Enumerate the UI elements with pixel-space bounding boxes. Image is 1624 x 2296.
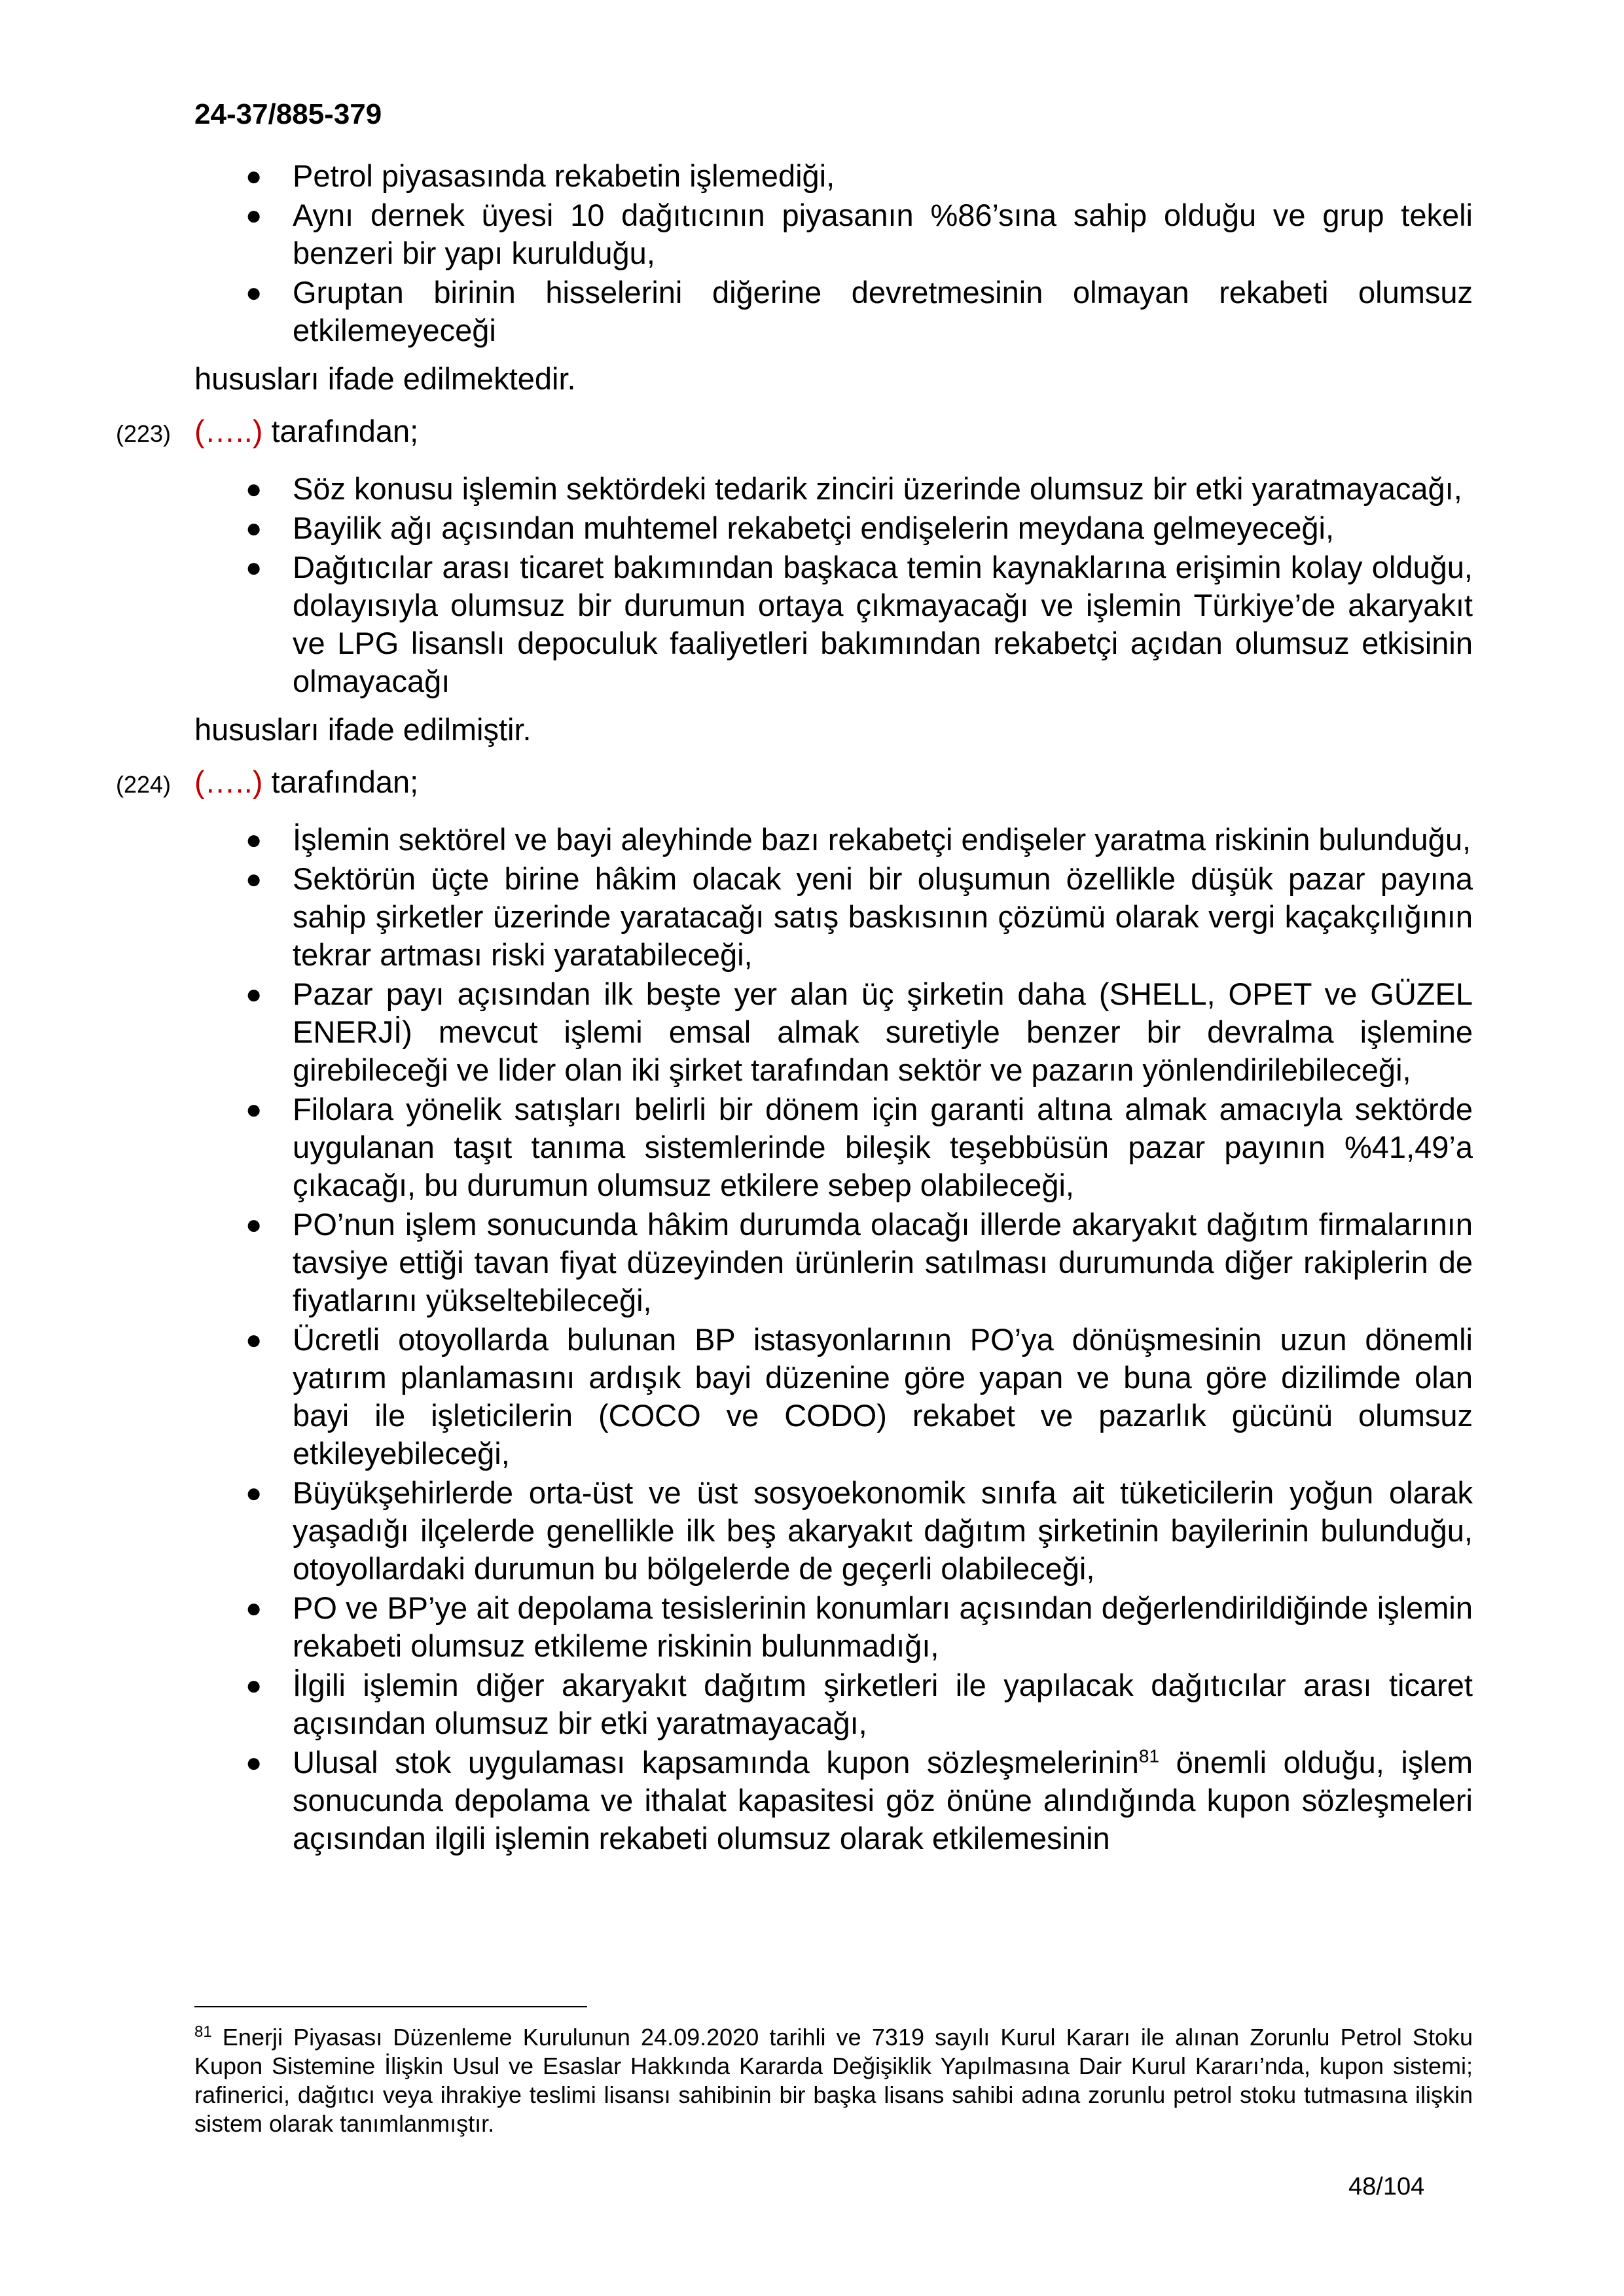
paragraph-number: (223) [116, 420, 171, 447]
list-item: ● Bayilik ağı açısından muhtemel rekabetçi endişelerin meydana gelmeyeceği, [194, 509, 1473, 547]
bullet-icon: ● [245, 1477, 262, 1508]
bullet-list-1 [194, 157, 1473, 350]
list-item: ● Söz konusu işlemin sektördeki tedarik zinciri üzerinde olumsuz bir etki yaratmayacağı, [194, 470, 1473, 508]
list-item: ● Büyükşehirlerde orta-üst ve üst sosyoekonomik sınıfa ait tüketicilerin yoğun olarak yaşadığı ilçelerde genellikle ilk beş akaryakıt dağıtım şirketinin bayilerinin bulunduğu, otoyollardaki durumun bu bölgelerde de geçerli olabileceği, [245, 1475, 1473, 1586]
footnote-separator [194, 2006, 587, 2007]
list-item: ● Sektörün üçte birine hâkim olacak yeni bir oluşumun özellikle düşük pazar payına sahip şirketler üzerinde yaratacağı satış baskısının çözümü olarak vergi kaçakçılığının tekrar artması riski yaratabileceği, [245, 861, 1473, 972]
list-item: ● Gruptan birinin hisselerini diğerine devretmesinin olmayan rekabeti olumsuz etkilemeyeceği [245, 275, 1473, 348]
closing-text-1: hususları ifade edilmektedir. [194, 361, 576, 396]
list-item: ● PO ve BP’ye ait depolama tesislerinin konumları açısından değerlendirildiğinde işlemin rekabeti olumsuz etkileme riskinin bulunmadığı, [245, 1590, 1473, 1663]
list-item: ● PO’nun işlem sonucunda hâkim durumda olacağı illerde akaryakıt dağıtım firmalarının tavsiye ettiği tavan fiyat düzeyinden ürünlerin satılması durumunda diğer rakiplerin de fiyatlarını yükseltebileceği, [245, 1207, 1473, 1318]
bullet-icon: ● [245, 1670, 262, 1700]
bullet-icon: ● [245, 1209, 262, 1240]
bullet-icon: ● [245, 160, 262, 191]
footnote-number: 81 [194, 2023, 212, 2041]
bullet-icon: ● [245, 1094, 262, 1124]
list-item: ● Petrol piyasasında rekabetin işlemediği, [194, 157, 1473, 195]
paragraph-text: tarafından; [262, 414, 419, 448]
bullet-icon: ● [245, 1324, 262, 1355]
bullet-icon: ● [245, 978, 262, 1009]
footnote-text: Enerji Piyasası Düzenleme Kurulunun 24.09.2020 tarihli ve 7319 sayılı Kurul Kararı ile alınan Zorunlu Petrol Stoku Kupon Sistemine İlişkin Usul ve Esaslar Hakkında Kararda Değişiklik Yapılmasına Dair Kurul Kararı’nda, kupon sistemi; rafinerici, dağıtıcı veya ihrakiye teslimi lisansı sahibinin bir başka lisans sahibi adına zorunlu petrol stoku tutmasına ilişkin sistem olarak tanımlanmıştır. [194, 2024, 1473, 2137]
list-item: ● Filolara yönelik satışları belirli bir dönem için garanti altına almak amacıyla sektörde uygulanan taşıt tanıma sistemlerinde bileşik teşebbüsün pazar payının %41,49’a çıkacağı, bu durumun olumsuz etkilere sebep olabileceği, [245, 1092, 1473, 1202]
list-item: ● Pazar payı açısından ilk beşte yer alan üç şirketin daha (SHELL, OPET ve GÜZEL ENERJİ) mevcut işlemi emsal almak suretiyle benzer bir devralma işlemine girebileceği ve lider olan iki şirket tarafından sektör ve pazarın yönlendirilebileceği, [245, 977, 1473, 1087]
list-item: ● İlgili işlemin diğer akaryakıt dağıtım şirketleri ile yapılacak dağıtıcılar arası ticaret açısından olumsuz bir etki yaratmayacağı, [245, 1668, 1473, 1740]
list-item: ● Dağıtıcılar arası ticaret bakımından başkaca temin kaynaklarına erişimin kolay olduğu, dolayısıyla olumsuz bir durumun ortaya çıkmayacağı ve işlemin Türkiye’de akaryakıt ve LPG lisanslı depoculuk faaliyetleri bakımından rekabetçi açıdan olumsuz etkisinin olmayacağı [245, 550, 1473, 698]
paragraph-text: tarafından; [262, 764, 419, 799]
list-item: ● Aynı dernek üyesi 10 dağıtıcının piyasanın %86’sına sahip olduğu ve grup tekeli benzeri bir yapı kurulduğu, [245, 198, 1473, 270]
bullet-icon: ● [245, 277, 262, 308]
bullet-icon: ● [245, 200, 262, 230]
paragraph-223 [116, 412, 1473, 450]
footnote [194, 2018, 1473, 2138]
bullet-list-3 [194, 821, 1473, 1857]
paragraph-224 [116, 763, 1473, 801]
bullet-icon: ● [245, 1592, 262, 1623]
list-item: ● Ulusal stok uygulaması kapsamında kupon sözleşmelerinin$^{81}$ önemli olduğu, işlem sonucunda depolama ve ithalat kapasitesi göz önüne alındığında kupon sözleşmeleri açısından ilgili işlemin rekabeti olumsuz olarak etkilemesinin [245, 1745, 1473, 1856]
bullet-icon: ● [245, 1747, 262, 1778]
bullet-icon: ● [245, 473, 262, 504]
closing-text-2: hususları ifade edilmiştir. [194, 712, 532, 747]
paragraph-number: (224) [116, 771, 171, 798]
bullet-list-2 [194, 470, 1473, 700]
page-number: 48/104 [1348, 2173, 1425, 2200]
list-item: ● Ücretli otoyollarda bulunan BP istasyonlarının PO’ya dönüşmesinin uzun dönemli yatırım planlamasını ardışık bayi düzenine göre yapan ve buna göre dizilimde olan bayi ile işleticilerin (COCO ve CODO) rekabet ve pazarlık gücünü olumsuz etkileyebileceği, [245, 1322, 1473, 1471]
bullet-icon: ● [245, 552, 262, 583]
redacted-text: (…..) [194, 414, 263, 448]
page-body [116, 157, 1473, 1859]
document-number: 24-37/885-379 [194, 98, 382, 130]
bullet-icon: ● [245, 824, 262, 855]
footnote-reference[interactable]: 81 [1138, 1746, 1160, 1767]
bullet-icon: ● [245, 512, 262, 543]
bullet-icon: ● [245, 863, 262, 894]
list-item: ● İşlemin sektörel ve bayi aleyhinde bazı rekabetçi endişeler yaratma riskinin bulunduğu, [194, 821, 1473, 859]
redacted-text: (…..) [194, 764, 263, 799]
